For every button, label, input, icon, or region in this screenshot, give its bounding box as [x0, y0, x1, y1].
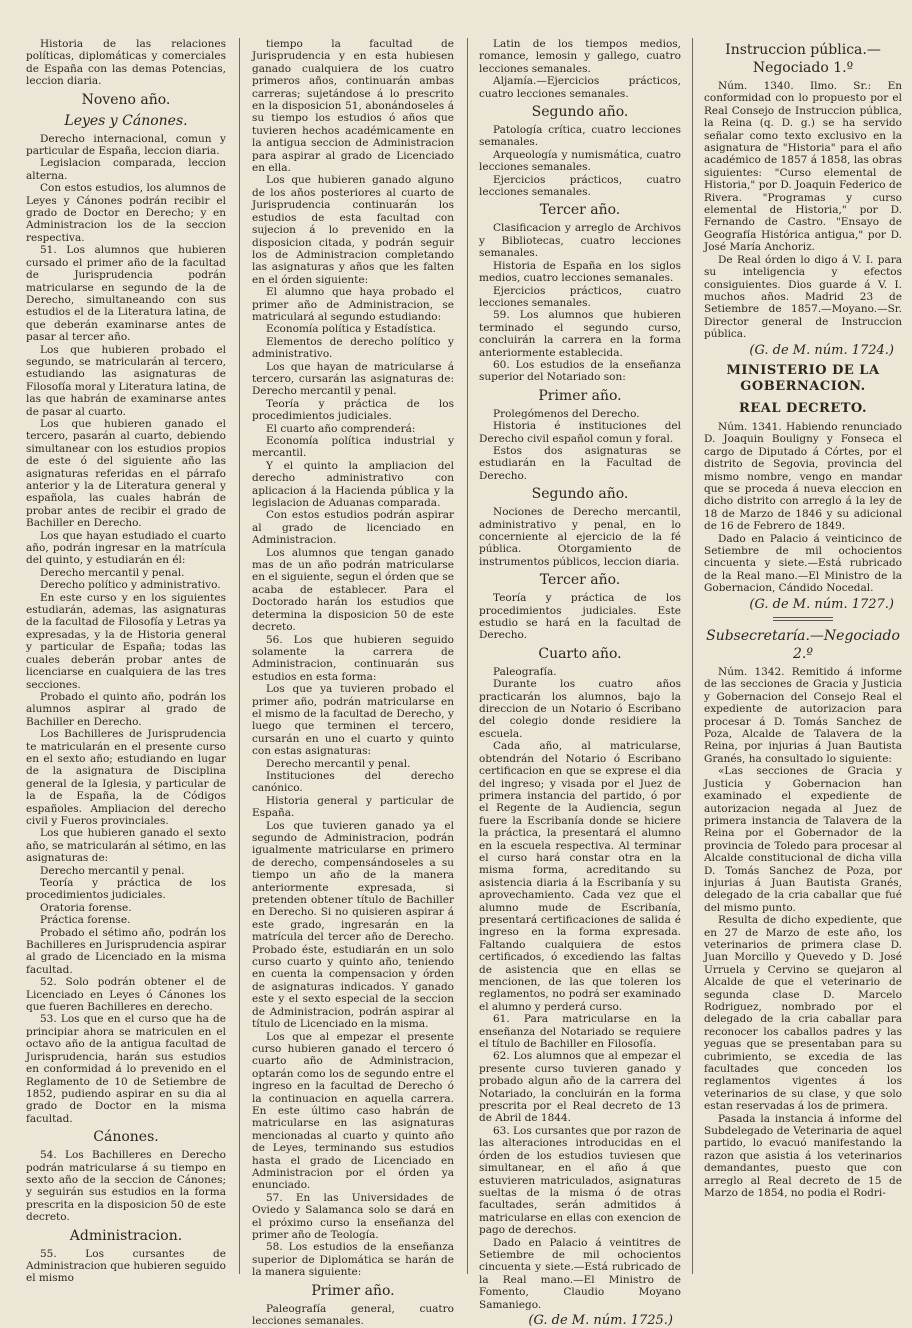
paragraph: El alumno que haya probado el primer año de Administracion, se matriculará al segundo estudiando: — [252, 286, 454, 323]
paragraph: Historia de España en los siglos medios, cuatro lecciones semanales. — [479, 259, 681, 285]
paragraph: Economía política y Estadística. — [266, 323, 437, 336]
paragraph: 51. Los alumnos que hubieren cursado el primer año de la facultad de Jurisprudencia podrán matricularse en segundo de la de Derecho, simultaneando con sus estudios el de la Literatura latina, de que deberán examinarse antes de pasar al tercer año. — [26, 244, 226, 344]
paragraph: Derecho mercantil y penal. — [40, 566, 185, 579]
paragraph: Pasada la instancia á informe del Subdelegado de Veterinaria de aquel partido, lo evacuó manifestando la razon que asistia á los veterinarios demandantes, puesto que con arreglo al Real decreto de 15 de Marzo de 1854, no podia el Rodri- — [704, 1112, 902, 1200]
column-1 — [26, 38, 226, 1285]
paragraph: Patología crítica, cuatro lecciones semanales. — [479, 124, 681, 149]
paragraph: «Las secciones de Gracia y Justicia y Gobernacion han examinado el expediente de autorizacion negada al Juez de primera instancia de Talavera de la Reina por el Gobernador de la provincia de Toledo para procesar al Alcalde constitucional de dicha villa D. Tomás Sanchez de Poza, por injurias á Juan Bautista Granés, delegado de la cria caballar que fué del mismo punto. — [704, 765, 902, 914]
paragraph: 61. Para matricularse en la enseñanza del Notariado se requiere el título de Bachiller en Filosofía. — [479, 1013, 681, 1051]
column-3 — [479, 38, 681, 1328]
paragraph: Teoría y práctica de los procedimientos judiciales. Este estudio se hará en la facultad de Derecho. — [479, 592, 681, 642]
gazette-reference: (G. de M. núm. 1724.) — [749, 342, 894, 358]
paragraph: Latin de los tiempos medios, romance, lemosin y gallego, cuatro lecciones semanales. — [479, 38, 681, 75]
ministry-heading: MINISTERIO DE LA GOBERNACION. — [726, 362, 880, 394]
paragraph: Núm. 1342. Remitido á informe de las secciones de Gracia y Justicia y Gobernacion del Consejo Real el expediente de autorizacion para procesar á D. Tomás Sanchez de Poza, Alcalde de Talavera de la Reina, por injurias á Juan Bautista Granés, ha consultado lo siguiente: — [704, 666, 902, 765]
section-heading: Administracion. — [69, 1227, 183, 1244]
paragraph: Paleografía. — [493, 665, 557, 678]
column-rule — [692, 38, 693, 1274]
section-heading: Leyes y Cánones. — [64, 112, 188, 129]
paragraph: Con estos estudios podrán aspirar al grado de licenciado en Administracion. — [252, 509, 454, 547]
paragraph: Probado el sétimo año, podrán los Bachilleres en Jurisprudencia aspirar al grado de Licenciado en la misma facultad. — [26, 926, 226, 976]
paragraph: Historia de las relaciones políticas, diplomáticas y comerciales de España con las demas Potencias, leccion diaria. — [26, 38, 226, 88]
paragraph: 54. Los Bachilleres en Derecho podrán matricularse á su tiempo en sexto año de la seccion de Cánones; y seguirán sus estudios en la forma prescrita en la disposicion 50 de este decreto. — [26, 1149, 226, 1224]
paragraph: Historia general y particular de España. — [252, 794, 454, 820]
paragraph: Derecho político y administrativo. — [40, 579, 221, 592]
paragraph: Elementos de derecho político y administrativo. — [252, 335, 454, 361]
paragraph: Los que hubieren ganado el sexto año, se matricularán al sétimo, en las asignaturas de: — [26, 827, 226, 865]
paragraph: Legislacion comparada, leccion alterna. — [26, 157, 226, 182]
divider — [773, 617, 833, 621]
decree-heading: REAL DECRETO. — [739, 400, 867, 416]
paragraph: 62. Los alumnos que al empezar el presente curso tuvieren ganado y probado algun año de la carrera del Notariado, la concluirán en la forma prescrita por el Real decreto de 13 de Abril de 1844. — [479, 1050, 681, 1125]
paragraph: Estos dos asignaturas se estudiarán en la Facultad de Derecho. — [479, 444, 681, 482]
section-heading: Primer año. — [311, 1282, 395, 1299]
section-heading: Segundo año. — [531, 104, 629, 121]
paragraph: El cuarto año comprenderá: — [266, 422, 416, 435]
paragraph: Los que hubieren ganado alguno de los años posteriores al cuarto de Jurisprudencia continuarán los estudios de esta facultad con sujecion á lo prevenido en la disposicion citada, y podrán seguir los de Administracion completando las asignaturas y años que les falten en el órden siguiente: — [252, 174, 454, 286]
paragraph: Paleografía general, cuatro lecciones semanales. — [252, 1302, 454, 1328]
paragraph: 58. Los estudios de la enseñanza superior de Diplomática se harán de la manera siguiente: — [252, 1241, 454, 1279]
section-heading: Segundo año. — [531, 486, 629, 503]
paragraph: Arqueología y numismática, cuatro lecciones semanales. — [479, 148, 681, 174]
paragraph: 52. Solo podrán obtener el de Licenciado en Leyes ó Cánones los que fueren Bachilleres en derecho. — [26, 976, 226, 1014]
column-2 — [252, 38, 455, 1328]
gazette-reference: (G. de M. núm. 1725.) — [528, 1312, 673, 1328]
paragraph: Ejercicios prácticos, cuatro lecciones semanales. — [479, 173, 681, 199]
paragraph: 59. Los alumnos que hubieren terminado el segundo curso, concluirán la carrera en la forma anteriormente establecida. — [479, 309, 681, 359]
paragraph: Dado en Palacio á veinticinco de Setiembre de mil ochocientos cincuenta y siete.—Está rubricado de la Real mano.—El Ministro de la Gobernacion, Cándido Nocedal. — [704, 532, 902, 595]
paragraph: Probado el quinto año, podrán los alumnos aspirar al grado de Bachiller en Derecho. — [26, 690, 226, 728]
section-heading: Cánones. — [93, 1129, 159, 1146]
section-heading: Primer año. — [538, 387, 622, 404]
paragraph: Oratoria forense. — [40, 901, 132, 914]
paragraph: 63. Los cursantes que por razon de las alteraciones introducidas en el órden de los estudios tuviesen que simultanear, en el año á que estuvieren matriculados, asignaturas sueltas de la misma ó de otras facultades, serán admitidos á matricularse en ellas con exencion de pago de derechos. — [479, 1124, 681, 1237]
column-rule — [239, 38, 240, 1274]
paragraph: Economía política industrial y mercantil. — [252, 435, 454, 460]
paragraph: Los que hubieren probado el segundo, se matricularán al tercero, estudiando las asignaturas de Filosofía moral y Literatura latina, de las que habrán de examinarse antes de pasar al cuarto. — [26, 343, 226, 418]
paragraph: Dado en Palacio á veintitres de Setiembre de mil ochocientos cincuenta y siete.—Está rubricado de la Real mano.—El Ministro de Fomento, Claudio Moyano Samaniego. — [479, 1236, 681, 1311]
section-heading: Instruccion pública.—Negociado 1.º — [725, 42, 881, 76]
paragraph: Los que hubieren ganado el tercero, pasarán al cuarto, debiendo simultanear con los estudios propios de este ó del siguiente año las asignaturas referidas en el párrafo anterior y la de Literatura general y española, las cuales habrán de probar antes de recibir el grado de Bachiller en Derecho. — [26, 417, 226, 530]
paragraph: tiempo la facultad de Jurisprudencia y en esta hubiesen ganado cualquiera de los cuatro primeros años, continuarán ambas carreras; sujetándose á lo prescrito en la disposicion 51, abonándoseles á su tiempo los estudios ó años que tuvieren hechos académicamente en la antigua seccion de Administracion para aspirar al grado de Licenciado en ella. — [252, 38, 454, 175]
section-heading: Subsecretaría.—Negociado 2.º — [706, 628, 900, 663]
paragraph: 60. Los estudios de la enseñanza superior del Notariado son: — [479, 358, 681, 384]
paragraph: Los que ya tuvieren probado el primer año, podrán matricularse en el mismo de la facultad de Derecho, y luego que terminen el tercero, cursarán en uno el cuarto y quinto con estas asignaturas: — [252, 683, 454, 758]
paragraph: 56. Los que hubieren seguido solamente la carrera de Administracion, continuarán sus estudios en esta forma: — [252, 633, 454, 683]
section-heading: Noveno año. — [81, 91, 171, 108]
paragraph: Resulta de dicho expediente, que en 27 de Marzo de este año, los veterinarios de primera clase D. Juan Morcillo y Quevedo y D. José Urruela y Cervino se quejaron al Alcalde de que el veterinario de segunda clase D. Marcelo Rodriguez, nombrado por el delegado de la cria caballar para reconocer los caballos padres y las yeguas que se presentaban para su cubrimiento, se excedia de las facultades que conceden los reglamentos vigentes á los veterinarios de su clase, y que solo estan reservadas á los de primera. — [704, 914, 902, 1113]
paragraph: Y el quinto la ampliacion del derecho administrativo con aplicacion á la Hacienda pública y la legislacion de Aduanas comparada. — [252, 459, 454, 510]
paragraph: Teoría y práctica de los procedimientos judiciales. — [252, 397, 454, 423]
paragraph: Los Bachilleres de Jurisprudencia te matricularán en el presente curso en el sexto año; estudiando en lugar de la asignatura de Disciplina general de la Iglesia, y particular de la de España, la de Códigos españoles. Ampliacion del derecho civil y Fueros provinciales. — [26, 728, 226, 827]
paragraph: Los alumnos que tengan ganado mas de un año podrán matricularse en el siguiente, segun el órden que se acaba de establecer. Para el Doctorado harán los estudios que determina la disposicion 50 de este decreto. — [252, 546, 455, 634]
section-heading: Tercer año. — [539, 202, 621, 219]
column-4 — [704, 38, 902, 1278]
paragraph: Los que hayan estudiado el cuarto año, podrán ingresar en la matrícula del quinto, y estudiarán en él: — [26, 529, 226, 567]
paragraph: Los que al empezar el presente curso hubieren ganado el tercero ó cuarto año de Administracion, optarán como los de segundo entre el ingreso en la facultad de Derecho ó la continuacion en aquella carrera. En este último caso habrán de matricularse en las asignaturas mencionadas al cuarto y quinto año de Leyes, terminando sus estudios hasta el grado de Licenciado en Administracion por el órden ya enunciado. — [252, 1030, 454, 1192]
paragraph: Teoría y práctica de los procedimientos judiciales. — [26, 877, 226, 902]
paragraph: Práctica forense. — [40, 914, 131, 927]
paragraph: Nociones de Derecho mercantil, administrativo y penal, en lo concerniente al ejercicio de la fé pública. Otorgamiento de instrumentos públicos, leccion diaria. — [479, 506, 681, 568]
paragraph: Los que tuvieren ganado ya el segundo de Administracion, podrán igualmente matricularse en primero de derecho, compensándoseles a su tiempo un año de la manera anteriormente expresada, si pretenden obtener título de Bachiller en Derecho. Si no quisieren aspirar á este grado, ingresarán en la matrícula del tercer año de Derecho. Probado éste, estudiarán en un solo curso cuarto y quinto año, teniendo en cuenta la compensacion y órden de asignaturas indicados. Y ganado este y el sexto especial de la seccion de Administracion, podrán aspirar al título de Licenciado en la misma. — [252, 819, 454, 1031]
paragraph: Núm. 1340. Ilmo. Sr.: En conformidad con lo propuesto por el Real Consejo de Instruccion pública, la Reina (q. D. g.) se ha servido señalar como texto exclusivo en la asignatura de "Historia" para el año académico de 1857 á 1858, las obras siguientes: "Curso elemental de Historia," por D. Joaquin Federico de Rivera. "Programas y curso elemental de Historia," por D. Fernando de Castro. "Ensayo de Geografía Histórica antigua," por D. José María Anchoriz. — [704, 80, 902, 254]
paragraph: Los que hayan de matricularse á tercero, cursarán las asignaturas de: Derecho mercantil y penal. — [252, 360, 454, 398]
paragraph: 55. Los cursantes de Administracion que hubieren seguido el mismo — [26, 1247, 226, 1285]
paragraph: Aljamía.—Ejercicios prácticos, cuatro lecciones semanales. — [479, 75, 681, 100]
gazette-reference: (G. de M. núm. 1727.) — [749, 596, 894, 612]
paragraph: Con estos estudios, los alumnos de Leyes y Cánones podrán recibir el grado de Doctor en Derecho; y en Administracion los de la seccion respectiva. — [26, 182, 226, 244]
paragraph: Derecho mercantil y penal. — [266, 757, 411, 770]
paragraph: Núm. 1341. Habiendo renunciado D. Joaquin Bouligny y Fonseca el cargo de Diputado á Córtes, por el distrito de Segovia, provincia del mismo nombre, vengo en mandar que se proceda á nueva eleccion en dicho distrito con arreglo á la ley de 18 de Marzo de 1846 y su adicional de 16 de Febrero de 1849. — [704, 420, 902, 533]
paragraph: Durante los cuatro años practicarán los alumnos, bajo la direccion de un Notario ó Escribano del colegio donde residiere la escuela. — [479, 678, 681, 740]
paragraph: Prolegómenos del Derecho. — [493, 407, 640, 420]
paragraph: En este curso y en los siguientes estudiarán, ademas, las asignaturas de la facultad de Filosofía y Letras ya expresadas, y la de Historia general y particular de España; todas las cuales deberán probar antes de licenciarse en cualquiera de las tres secciones. — [26, 591, 226, 691]
paragraph: Derecho internacional, comun y particular de España, leccion diaria. — [26, 132, 226, 158]
section-heading: Cuarto año. — [538, 645, 622, 662]
paragraph: Historia é instituciones del Derecho civil español comun y foral. — [479, 420, 681, 445]
paragraph: 53. Los que en el curso que ha de principiar ahora se matriculen en el octavo año de la antigua facultad de Jurisprudencia, harán sus estudios en conformidad á lo prevenido en el Reglamento de 10 de Setiembre de 1852, pudiendo aspirar en su dia al grado de Doctor en la misma facultad. — [26, 1013, 226, 1125]
paragraph: Instituciones del derecho canónico. — [252, 769, 454, 795]
paragraph: De Real órden lo digo á V. I. para su inteligencia y efectos consiguientes. Dios guarde á V. I. muchos años. Madrid 23 de Setiembre de 1857.—Moyano.—Sr. Director general de Instruccion pública. — [704, 253, 902, 341]
paragraph: Clasificacion y arreglo de Archivos y Bibliotecas, cuatro lecciones semanales. — [479, 222, 681, 260]
paragraph: Derecho mercantil y penal. — [40, 864, 185, 877]
column-rule — [467, 38, 468, 1274]
section-heading: Tercer año. — [539, 572, 621, 589]
paragraph: Cada año, al matricularse, obtendrán del Notario ó Escribano certificacion en que se exprese el dia del ingreso; y visada por el Juez de primera instancia del partido, ó por el Regente de la Audiencia, segun fuere la Escribanía donde se hiciere la práctica, la presentará el alumno en la escuela respectiva. Al terminar el curso hará constar otra en la misma forma, acreditando su asistencia diaria á la Escribanía y su aprovechamiento. Cada vez que el alumno mude de Escribanía, presentará certificaciones de salida é ingreso en la forma expresada. Faltando cualquiera de estos certificados, ó excediendo las faltas de asistencia que en ellas se mencionen, de las que toleren los reglamentos, no podrá ser examinado el alumno y perderá curso. — [479, 740, 681, 1013]
paragraph: 57. En las Universidades de Oviedo y Salamanca solo se dará en el próximo curso la enseñanza del primer año de Teología. — [252, 1191, 454, 1241]
paragraph: Ejercicios prácticos, cuatro lecciones semanales. — [479, 284, 681, 309]
